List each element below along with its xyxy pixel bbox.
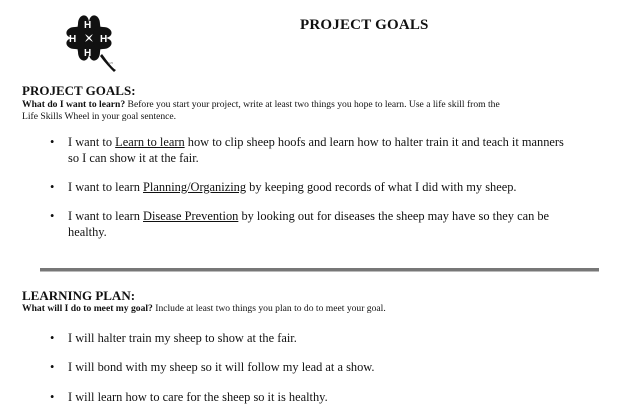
life-skill: Learn to learn <box>115 135 185 149</box>
4h-clover-logo <box>52 4 126 74</box>
svg-text:H: H <box>84 20 92 31</box>
life-skill: Planning/Organizing <box>143 180 247 194</box>
bullet-icon: • <box>50 180 55 194</box>
bullet-icon: • <box>50 209 55 223</box>
project-goals-instructions <box>22 99 500 123</box>
svg-text:H: H <box>84 48 92 59</box>
project-goals-question: What do I want to learn? <box>22 99 126 110</box>
learning-plan-instructions <box>22 303 386 315</box>
svg-text:H: H <box>69 34 77 45</box>
page-title: PROJECT GOALS <box>300 17 429 33</box>
svg-text:4-H: 4-H <box>108 61 113 65</box>
learning-plan-instruction: Include at least two things you plan to do to meet your goal. <box>155 303 386 314</box>
section-divider <box>40 268 599 272</box>
bullet-icon: • <box>50 360 55 374</box>
bullet-icon: • <box>50 331 55 345</box>
project-goals-instruction-line2: Life Skills Wheel in your goal sentence. <box>22 111 177 122</box>
4h-clover-icon <box>52 4 126 74</box>
project-goals-heading: PROJECT GOALS: <box>22 83 136 98</box>
life-skill: Disease Prevention <box>143 209 239 223</box>
project-goals-instruction-line1: Before you start your project, write at least two things you hope to learn. Use a life skill from the <box>127 99 500 110</box>
learning-plan-question: What will I do to meet my goal? <box>22 303 153 314</box>
svg-text:H: H <box>100 34 108 45</box>
bullet-icon: • <box>50 135 55 149</box>
learning-plan-heading: LEARNING PLAN: <box>22 288 136 303</box>
bullet-icon: • <box>50 390 55 404</box>
